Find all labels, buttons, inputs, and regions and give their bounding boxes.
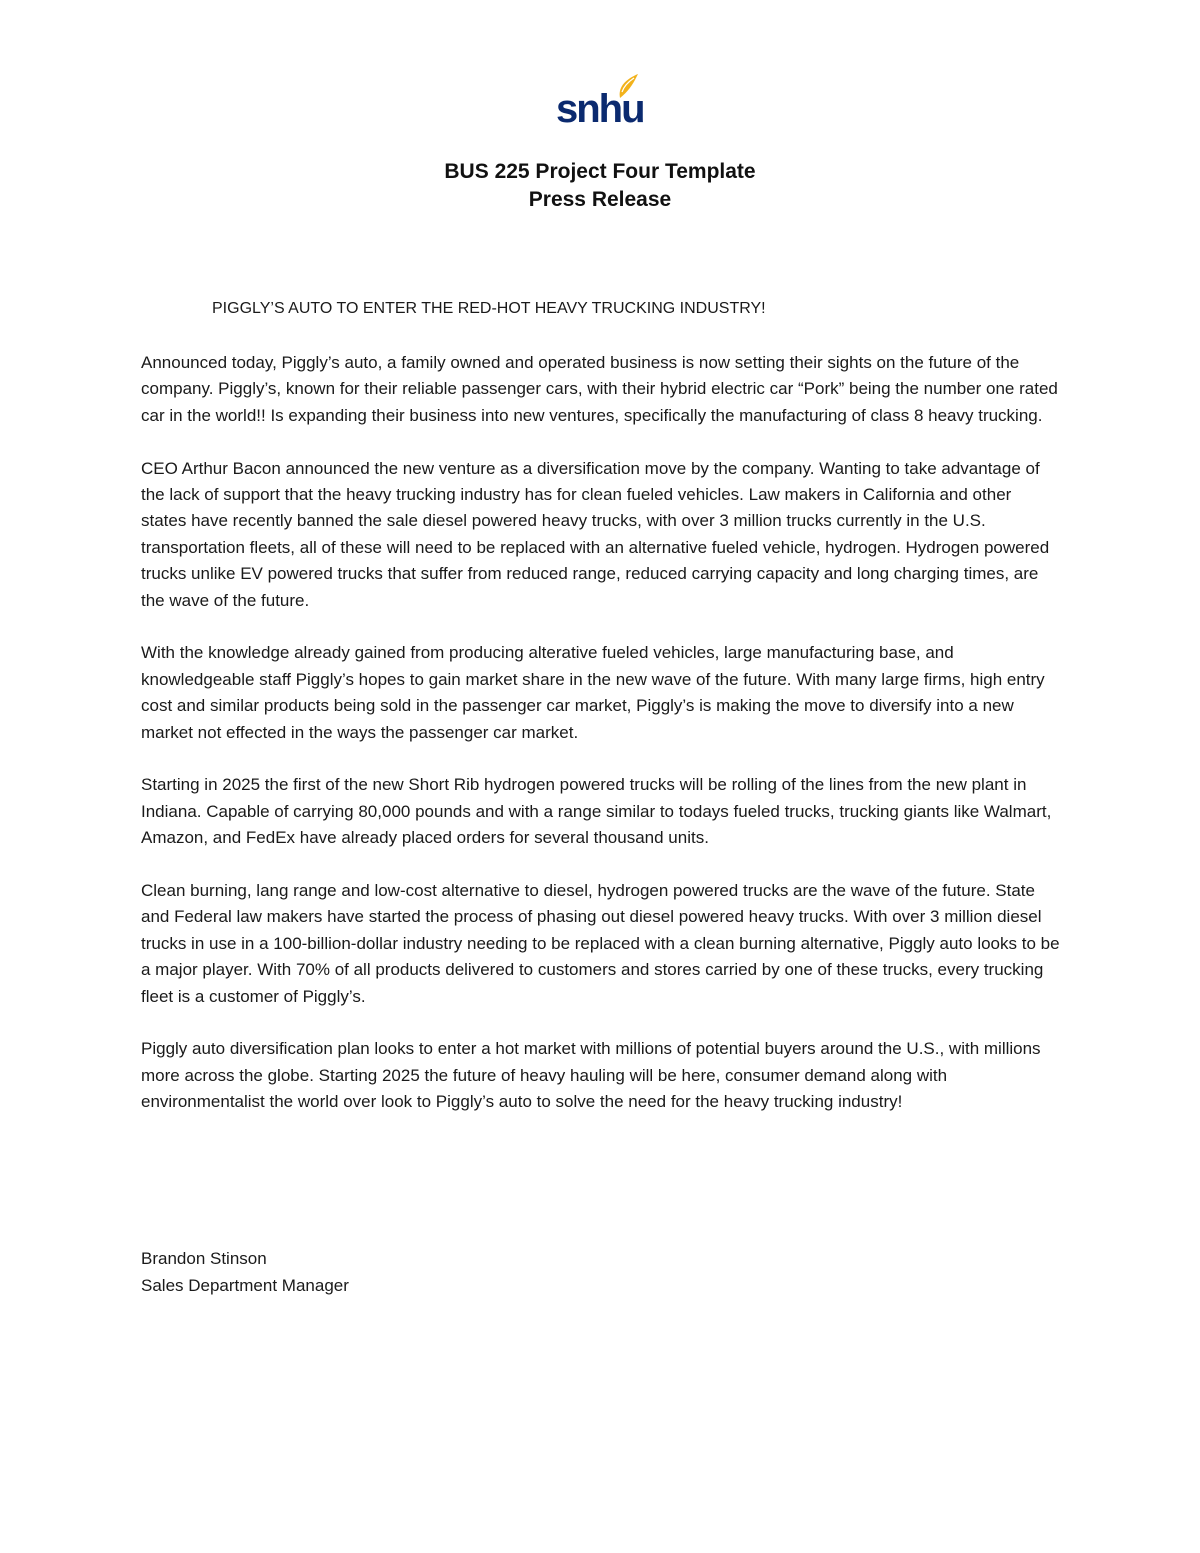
title-line-1: BUS 225 Project Four Template [444, 160, 756, 183]
paragraph-clean-burning: Clean burning, lang range and low-cost alternative to diesel, hydrogen powered trucks are the wave of the future. State and Federal law makers have started the process of phasing out diesel powered heavy trucks. With over 3 million diesel trucks in use in a 100-billion-dollar industry needing to be replaced with a clean burning alternative, Piggly auto looks to be a major player. With 70% of all products delivered to customers and stores carried by one of these trucks, every trucking fleet is a customer of Piggly’s. [141, 881, 1060, 1006]
paragraph-diversification-plan: Piggly auto diversification plan looks to enter a hot market with millions of potential buyers around the U.S., with millions more across the globe. Starting 2025 the future of heavy hauling will be here, consumer demand along with environmentalist the world over look to Piggly’s auto to solve the need for the heavy trucking industry! [141, 1039, 1041, 1112]
document-title [0, 158, 1200, 214]
snhu-logo [556, 72, 644, 132]
signature-name: Brandon Stinson [141, 1249, 267, 1268]
press-release-headline: PIGGLY’S AUTO TO ENTER THE RED-HOT HEAVY TRUCKING INDUSTRY! [212, 300, 766, 317]
paragraph-knowledge: With the knowledge already gained from producing alterative fueled vehicles, large manufacturing base, and knowledgeable staff Piggly’s hopes to gain market share in the new wave of the future. With many large firms, high entry cost and similar products being sold in the passenger car market, Piggly’s is making the move to diversify into a new market not effected in the ways the passenger car market. [141, 643, 1045, 742]
title-line-2: Press Release [528, 188, 672, 211]
press-release-body [141, 350, 1061, 1142]
paragraph-ceo-statement: CEO Arthur Bacon announced the new venture as a diversification move by the company. Wanting to take advantage of the lack of support that the heavy trucking industry has for clean fueled vehicles. Law makers in California and other states have recently banned the sale diesel powered heavy trucks, with over 3 million trucks currently in the U.S. transportation fleets, all of these will need to be replaced with an alternative fueled vehicle, hydrogen. Hydrogen powered trucks unlike EV powered trucks that suffer from reduced range, reduced carrying capacity and long charging times, are the wave of the future. [141, 458, 1050, 610]
logo-text: snhu [556, 87, 644, 131]
signature-role: Sales Department Manager [141, 1276, 349, 1295]
paragraph-production-start: Starting in 2025 the first of the new Short Rib hydrogen powered trucks will be rolling of the lines from the new plant in Indiana. Capable of carrying 80,000 pounds and with a range similar to todays fueled trucks, trucking giants like Walmart, Amazon, and FedEx have already placed orders for several thousand units. [141, 775, 1052, 848]
signature-block [141, 1245, 349, 1299]
paragraph-announcement: Announced today, Piggly’s auto, a family owned and operated business is now setting their sights on the future of the company. Piggly’s, known for their reliable passenger cars, with their hybrid electric car “Pork” being the number one rated car in the world!! Is expanding their business into new ventures, specifically the manufacturing of class 8 heavy trucking. [141, 353, 1058, 425]
